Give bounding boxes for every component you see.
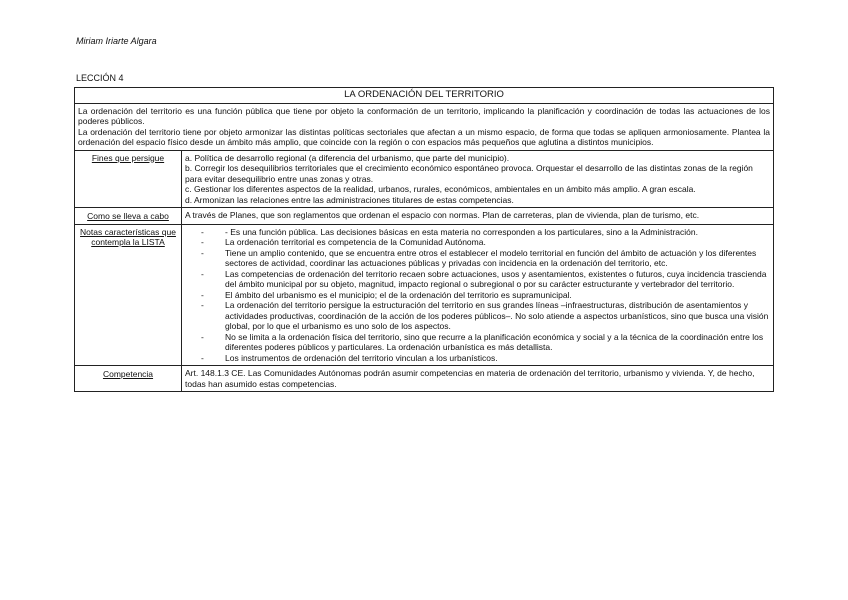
author-name: Miriam Iriarte Algara bbox=[76, 36, 157, 46]
fines-item-b: b. Corregir los desequilibrios territoriales que el crecimiento económico espontáneo provoca. Orquestar el desarrollo de las distintas zonas de la región para evitar desequilibrio entre unas zonas y otras. bbox=[185, 163, 753, 184]
intro-row bbox=[75, 103, 774, 150]
list-item: - No se limita a la ordenación física del territorio, sino que recurre a la planificación económica y social y a la técnica de la coordinación entre los diferentes poderes públicos y particulares. La ordenación urbanística es más detallista. bbox=[201, 332, 770, 353]
list-item: - El ámbito del urbanismo es el municipio; el de la ordenación del territorio es supramunicipal. bbox=[201, 290, 770, 301]
list-item: - La ordenación territorial es competencia de la Comunidad Autónoma. bbox=[201, 237, 770, 248]
como-label: Como se lleva a cabo bbox=[75, 208, 182, 225]
como-row bbox=[75, 208, 774, 225]
fines-label: Fines que persigue bbox=[75, 150, 182, 208]
competencia-label: Competencia bbox=[75, 366, 182, 392]
fines-content bbox=[182, 150, 774, 208]
notas-content bbox=[182, 224, 774, 366]
list-item: - Los instrumentos de ordenación del territorio vinculan a los urbanísticos. bbox=[201, 353, 770, 364]
fines-item-a: a. Política de desarrollo regional (a diferencia del urbanismo, que parte del municipio). bbox=[185, 152, 510, 163]
list-item: - Tiene un amplio contenido, que se encuentra entre otros el establecer el modelo territorial en función del ámbito de actuación y los diferentes sectores de actividad, coordinar las actuaciones públicas y privadas con incidencia en la ordenación del territorio, etc. bbox=[201, 248, 770, 269]
fines-item-d: d. Armonizan las relaciones entre las administraciones titulares de estas competencias. bbox=[185, 194, 514, 205]
notas-label: Notas características que contempla la LISTA bbox=[75, 224, 182, 366]
list-item: - Las competencias de ordenación del territorio recaen sobre actuaciones, usos y asentamientos, existentes o futuros, cuya incidencia trascienda del ámbito municipal por su objeto, magnitud, impacto regional o subregional o por su carácter estructurante y vertebrador del territorio. bbox=[201, 269, 770, 290]
intro-cell bbox=[75, 103, 774, 150]
list-item: - - Es una función pública. Las decisiones básicas en esta materia no corresponden a los particulares, sino a la Administración. bbox=[201, 227, 770, 238]
ordenacion-table bbox=[74, 87, 774, 392]
competencia-content: Art. 148.1.3 CE. Las Comunidades Autónomas podrán asumir competencias en materia de ordenación del territorio, urbanismo y vivienda. Y, de hecho, todas han asumido estas competencias. bbox=[182, 366, 774, 392]
intro-paragraph-2: La ordenación del territorio tiene por objeto armonizar las distintas políticas sectoriales que afectan a un mismo espacio, de forma que todas se apliquen armoniosamente. Plantea la ordenación del espacio físico desde un ámbito más amplio, que coincide con la región o con espacios más pequeños que aglutina a distintos municipios. bbox=[78, 126, 770, 147]
fines-item-c: c. Gestionar los diferentes aspectos de la realidad, urbanos, rurales, económicos, ambientales en un ámbito más amplio. A gran escala. bbox=[185, 184, 696, 194]
notas-list bbox=[185, 227, 770, 364]
lesson-heading: LECCIÓN 4 bbox=[76, 73, 124, 83]
competencia-row bbox=[75, 366, 774, 392]
intro-paragraph-1: La ordenación del territorio es una función pública que tiene por objeto la conformación de un territorio, implicando la planificación y coordinación de todas las actuaciones de los poderes públicos. bbox=[78, 105, 770, 126]
list-item: - La ordenación del territorio persigue la estructuración del territorio en sus grandes líneas –infraestructuras, distribución de asentamientos y actividades productivas, coordinación de la acción de los poderes públicos–. No solo atiende a aspectos urbanísticos, sino que busca una visión global, por lo que el urbanismo es uno solo de los aspectos. bbox=[201, 300, 770, 332]
table-title: LA ORDENACIÓN DEL TERRITORIO bbox=[75, 88, 774, 104]
notas-row bbox=[75, 224, 774, 366]
title-row bbox=[75, 88, 774, 104]
fines-row bbox=[75, 150, 774, 208]
como-content: A través de Planes, que son reglamentos que ordenan el espacio con normas. Plan de carreteras, plan de vivienda, plan de turismo, etc. bbox=[182, 208, 774, 225]
